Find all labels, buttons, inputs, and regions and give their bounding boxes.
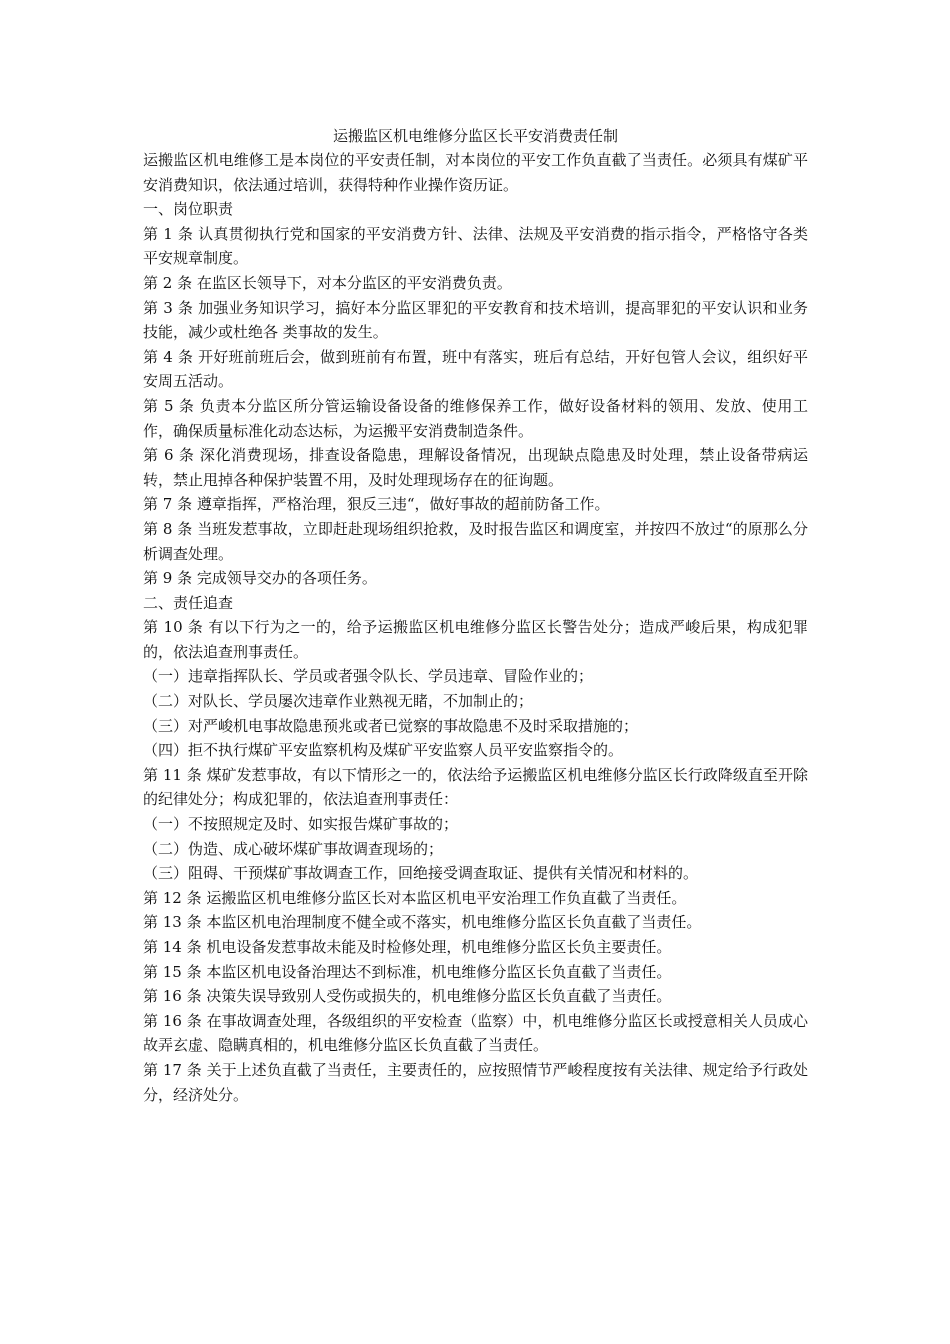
article-9: 第 9 条 完成领导交办的各项任务。 bbox=[143, 569, 377, 588]
article-10-item-3: （三）对严峻机电事故隐患预兆或者已觉察的事故隐患不及时采取措施的； bbox=[143, 716, 639, 735]
section-heading-duties: 一、岗位职责 bbox=[143, 200, 234, 219]
article-13: 第 13 条 本监区机电治理制度不健全或不落实，机电维修分监区长负直截了当责任。 bbox=[143, 913, 702, 932]
article-6: 第 6 条 深化消费现场，排查设备隐患，理解设备情况，出现缺点隐患及时处理，禁止设备带病运转，禁止甩掉各种保护装置不用，及时处理现场存在的征询题。 bbox=[143, 446, 808, 489]
article-10: 第 10 条 有以下行为之一的，给予运搬监区机电维修分监区长警告处分；造成严峻后果，构成犯罪的，依法追查刑事责任。 bbox=[143, 618, 808, 661]
section-heading-accountability: 二、责任追查 bbox=[143, 593, 234, 612]
article-16: 第 16 条 决策失误导致别人受伤或损失的，机电维修分监区长负直截了当责任。 bbox=[143, 987, 672, 1006]
article-8: 第 8 条 当班发惹事故，立即赶赴现场组织抢救，及时报告监区和调度室，并按四不放过“的原那么分析调查处理。 bbox=[143, 519, 808, 563]
article-11-item-2: （二）伪造、成心破坏煤矿事故调查现场的； bbox=[143, 839, 444, 858]
article-17: 第 17 条 关于上述负直截了当责任，主要责任的，应按照情节严峻程度按有关法律、规定给予行政处分，经济处分。 bbox=[143, 1060, 808, 1104]
article-3: 第 3 条 加强业务知识学习，搞好本分监区罪犯的平安教育和技术培训，提高罪犯的平安认识和业务技能，减少或杜绝各 类事故的发生。 bbox=[143, 298, 808, 342]
article-1: 第 1 条 认真贯彻执行党和国家的平安消费方针、法律、法规及平安消费的指示指令，严格恪守各类平安规章制度。 bbox=[143, 224, 808, 268]
paragraph-intro: 运搬监区机电维修工是本岗位的平安责任制，对本岗位的平安工作负直截了当责任。必须具有煤矿平安消费知识，依法通过培训，获得特种作业操作资历证。 bbox=[143, 151, 808, 194]
article-14: 第 14 条 机电设备发惹事故未能及时检修处理，机电维修分监区长负主要责任。 bbox=[143, 938, 672, 956]
article-11-item-3: （三）阻碍、干预煤矿事故调查工作，回绝接受调查取证、提供有关情况和材料的。 bbox=[143, 864, 699, 883]
document-page bbox=[143, 124, 808, 1107]
article-5: 第 5 条 负责本分监区所分管运输设备设备的维修保养工作，做好设备材料的领用、发放、使用工作，确保质量标准化动态达标，为运搬平安消费制造条件。 bbox=[143, 396, 808, 440]
article-15: 第 15 条 本监区机电设备治理达不到标准，机电维修分监区长负直截了当责任。 bbox=[143, 962, 672, 981]
document-title: 运搬监区机电维修分监区长平安消费责任制 bbox=[332, 127, 618, 145]
article-4: 第 4 条 开好班前班后会，做到班前有布置，班中有落实，班后有总结，开好包管人会议，组织好平安周五活动。 bbox=[143, 347, 808, 391]
article-2: 第 2 条 在监区长领导下，对本分监区的平安消费负责。 bbox=[143, 273, 512, 292]
article-10-item-2: （二）对队长、学员屡次违章作业熟视无睹，不加制止的； bbox=[143, 692, 534, 711]
article-7: 第 7 条 遵章指挥，严格治理，狠反三违“，做好事故的超前防备工作。 bbox=[143, 495, 610, 514]
article-11: 第 11 条 煤矿发惹事故，有以下情形之一的，依法给予运搬监区机电维修分监区长行政降级直至开除的纪律处分；构成犯罪的，依法追查刑事责任： bbox=[143, 765, 808, 809]
article-10-item-4: （四）拒不执行煤矿平安监察机构及煤矿平安监察人员平安监察指令的。 bbox=[143, 741, 624, 760]
article-10-item-1: （一）违章指挥队长、学员或者强令队长、学员违章、冒险作业的； bbox=[143, 667, 594, 686]
article-12: 第 12 条 运搬监区机电维修分监区长对本监区机电平安治理工作负直截了当责任。 bbox=[143, 888, 687, 907]
article-16-second: 第 16 条 在事故调查处理，各级组织的平安检查（监察）中，机电维修分监区长或授意相关人员成心故弄玄虚、隐瞒真相的，机电维修分监区长负直截了当责任。 bbox=[143, 1011, 808, 1055]
article-11-item-1: （一）不按照规定及时、如实报告煤矿事故的； bbox=[143, 815, 459, 834]
